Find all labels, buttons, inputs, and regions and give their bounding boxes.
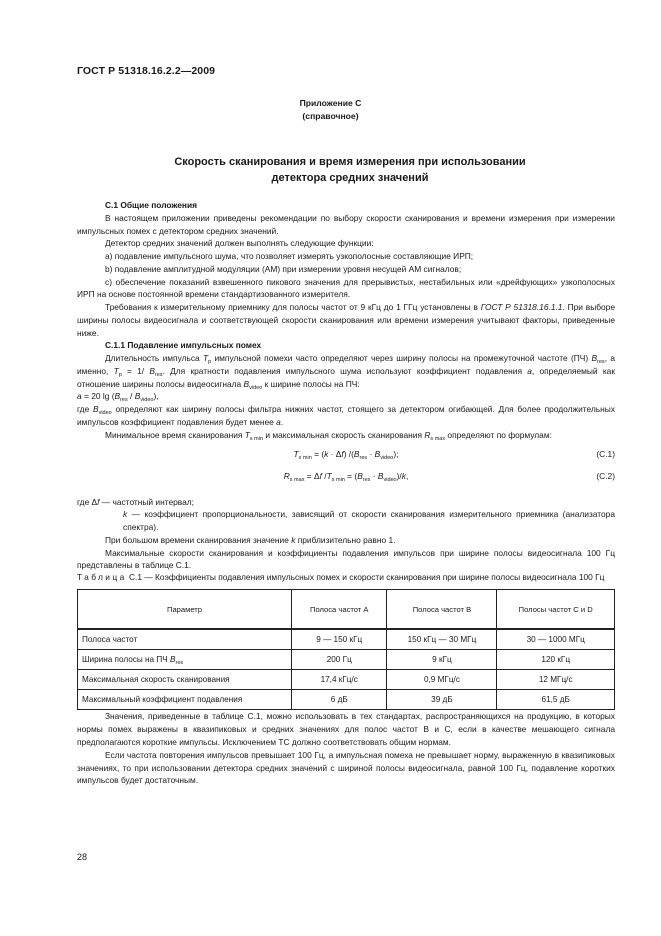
table-cell: 120 кГц <box>497 650 615 670</box>
paragraph-intro: В настоящем приложении приведены рекомендации по выбору скорости сканирования и времени измерения при измерении импульсных помех с детектором средних значений. <box>77 212 615 236</box>
formula-suppression: a = 20 $\lg (B_{res} / B_{video})$, <box>77 391 159 404</box>
page-number: 28 <box>77 852 88 862</box>
table-row <box>78 650 615 670</box>
table-cell: 61,5 дБ <box>497 690 615 710</box>
paragraph-scan-time: Минимальное время сканирования $T_{s min}$ и максимальная скорость сканирования $R_{s max}$ определяют по формулам: <box>105 429 552 442</box>
table-header-cell: Полоса частот В <box>387 590 497 630</box>
document-header: ГОСТ Р 51318.16.2.2—2009 <box>77 65 216 77</box>
table-cell: 9 кГц <box>387 650 497 670</box>
paragraph-requirements: Требования к измерительному приемнику для полосы частот от 9 кГц до 1 ГГц установлены в ГОСТ Р 51318.16.1.1. При выборе ширины полосы видеосигнала и соответствующей скорости сканирования или времени измерения учитывают факторы, приведенные ниже. <box>77 302 615 338</box>
title-line-1: Скорость сканирования и время измерения при использовании <box>174 156 526 168</box>
paragraph-k-value: При большом времени сканирования значение k приблизительно равно 1. <box>105 534 396 545</box>
table-cell: 30 — 1000 МГц <box>497 629 615 650</box>
table-header-cell: Полоса частот А <box>292 590 387 630</box>
table-row <box>78 690 615 710</box>
table-row <box>78 629 615 650</box>
formula-c2: $R_{s max} = \Delta f$ $/T_{s min} = (B_{res} \cdot B_{video})/k$, (С.2) <box>283 470 615 483</box>
paragraph-bvideo-definition: где $B_{video}$ определяют как ширину полосы фильтра нижних частот, стоящего за детектором огибающей. Для более продолжительных импульсов коэффициент подавления будет менее а. <box>77 404 615 428</box>
table-cell: 6 дБ <box>292 690 387 710</box>
annex-title: Приложение С <box>299 98 362 108</box>
paragraph-functions: Детектор средних значений должен выполнять следующие функции: <box>105 238 374 249</box>
heading-c11: С.1.1 Подавление импульсных помех <box>105 340 262 351</box>
table-cell: 39 дБ <box>387 690 497 710</box>
table-cell: 150 кГц — 30 МГц <box>387 629 497 650</box>
definition-delta-f: где Δf — частотный интервал; <box>77 496 195 507</box>
paragraph-pulse-duration: Длительность импульса $T_p$ импульсной помехи часто определяют через ширину полосы на промежуточной частоте (ПЧ) $B_{res}$, а именно, $T_p = 1/$ $B_{res}$. Для кратности подавления импульсного шума используют коэффициент подавления а, определяемый как отношение ширины полосы видеосигнала $B_{video}$ к ширине полосы на ПЧ: <box>77 353 616 391</box>
table-cell: 17,4 кГц/с <box>292 670 387 690</box>
table-cell: 0,9 МГц/с <box>387 670 497 690</box>
table-row <box>78 670 615 690</box>
table-header-cell: Полосы частот С и D <box>497 590 615 630</box>
title-line-2: детектора средних значений <box>271 171 429 184</box>
list-item-b: b) подавление амплитудной модуляции (AM) при измерении уровня несущей AM сигналов; <box>105 263 462 274</box>
definitions <box>77 496 615 534</box>
definition-k: k — коэффициент пропорциональности, зависящий от скорости сканирования измерительного приемника (анализатора спектра). <box>123 509 615 533</box>
table-c1 <box>77 589 615 710</box>
table-cell: Максимальная скорость сканирования <box>78 670 292 690</box>
standard-reference: ГОСТ Р 51318.16.1.1 <box>480 302 563 313</box>
table-header-cell: Параметр <box>78 590 292 630</box>
document-body <box>77 199 615 787</box>
paragraph-table-ref: Максимальные скорости сканирования и коэффициенты подавления импульсов при ширине полосы видеосигнала 100 Гц представлены в таблице С.1. <box>77 547 615 571</box>
table-caption: Таблица С.1 — Коэффициенты подавления импульсных помех и скорости сканирования при ширине полосы видеосигнала 100 Гц <box>77 572 605 583</box>
list-item-a: а) подавление импульсного шума, что позволяет измерять узкополосные составляющие ИРП; <box>105 251 474 262</box>
table-cell: Максимальный коэффициент подавления <box>78 690 292 710</box>
paragraph-applicability: Значения, приведенные в таблице С.1, можно использовать в тех стандартах, распространяющихся на продукцию, в которых нормы помех выражены в квазипиковых и средних значениях для полос частот В и С, если в качестве мешающего сигнала предполагаются короткие импульсы. Исключением ТС должно соответствовать общим нормам. <box>77 711 615 748</box>
formula-c1: $T_{s min} = (k \cdot \Delta f) /(B_{res} \cdot B_{video})$; (С.1) <box>293 448 615 461</box>
list-item-c: с) обеспечение показаний взвешенного пикового значения для прерывистых, нестабильных или «дрейфующих» узкополосных ИРП на основе постоянной времени стандартизованного измерителя. <box>77 276 615 300</box>
table-cell: Ширина полосы на ПЧ $B_{res}$ <box>78 650 292 670</box>
table-cell: 200 Гц <box>292 650 387 670</box>
annex-label <box>0 97 661 123</box>
annex-status: (справочное) <box>302 110 359 121</box>
table-header-row <box>78 590 615 630</box>
table-cell: 9 — 150 кГц <box>292 629 387 650</box>
paragraph-repetition-rate: Если частота повторения импульсов превышает 100 Гц, а импульсная помеха не превышает норму, выраженную в квазипиковых значениях, то при использовании детектора средних значений с шириной полосы видеосигнала, равной 100 Гц, подавление коротких импульсов будет достаточным. <box>77 749 615 786</box>
table-cell: 12 МГц/с <box>497 670 615 690</box>
heading-c1: С.1 Общие положения <box>105 200 198 210</box>
formula-number-c1: (С.1) <box>596 448 615 459</box>
section-title <box>0 155 661 186</box>
formula-number-c2: (С.2) <box>596 470 615 481</box>
table-cell: Полоса частот <box>78 629 292 650</box>
